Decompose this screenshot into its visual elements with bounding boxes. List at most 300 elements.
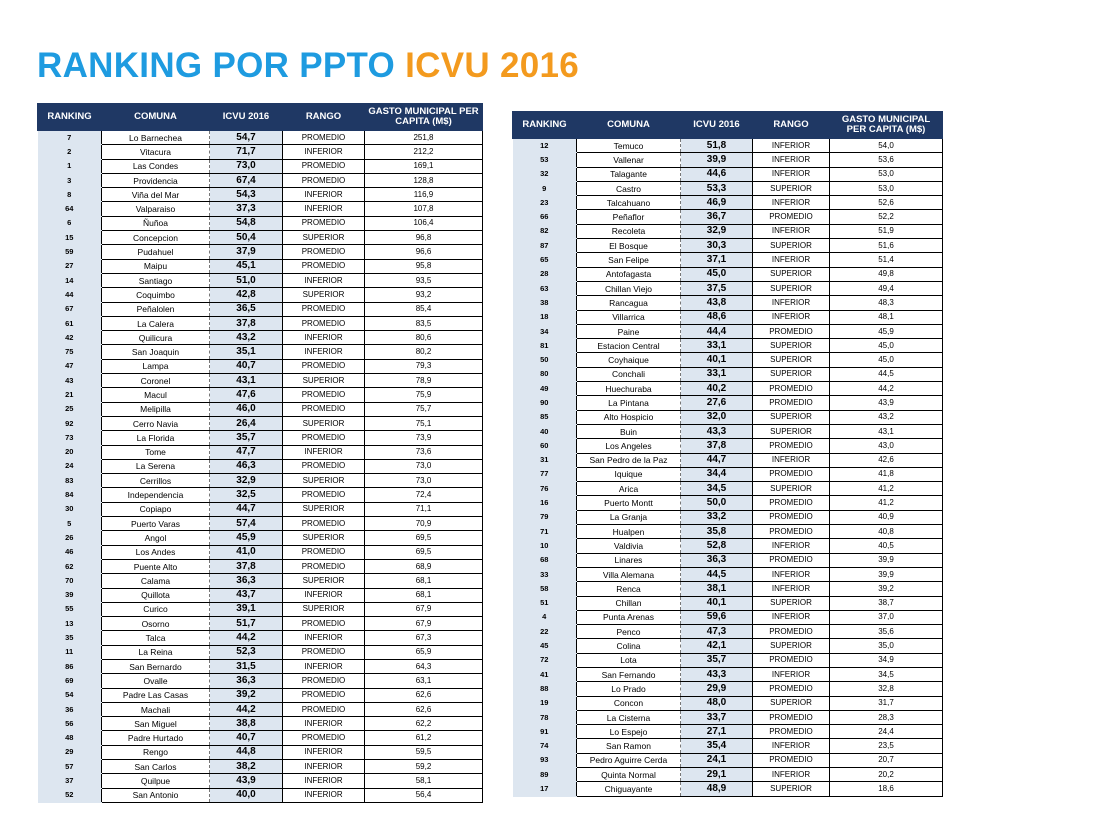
icvu-cell: 45,0: [681, 267, 753, 281]
ranking-cell: 45: [513, 639, 577, 653]
gasto-cell: 71,1: [365, 502, 483, 516]
table-row: [513, 553, 943, 567]
rango-cell: SUPERIOR: [753, 267, 830, 281]
comuna-cell: Talca: [102, 631, 210, 645]
rango-cell: PROMEDIO: [753, 510, 830, 524]
gasto-cell: 69,5: [365, 545, 483, 559]
comuna-cell: Ovalle: [102, 674, 210, 688]
comuna-cell: Chillan: [577, 596, 681, 610]
table-row: [513, 582, 943, 596]
gasto-cell: 73,9: [365, 431, 483, 445]
comuna-cell: Hualpen: [577, 525, 681, 539]
gasto-cell: 68,9: [365, 559, 483, 573]
rango-cell: INFERIOR: [753, 768, 830, 782]
gasto-cell: 72,4: [365, 488, 483, 502]
rango-cell: SUPERIOR: [753, 181, 830, 195]
icvu-cell: 38,8: [210, 717, 283, 731]
comuna-cell: Conchali: [577, 367, 681, 381]
gasto-cell: 69,5: [365, 531, 483, 545]
icvu-cell: 43,8: [681, 296, 753, 310]
comuna-cell: Quilpue: [102, 774, 210, 788]
ranking-cell: 92: [38, 416, 102, 430]
ranking-cell: 67: [38, 302, 102, 316]
table-row: [38, 431, 483, 445]
ranking-cell: 61: [38, 316, 102, 330]
table-header-row: [38, 104, 483, 131]
comuna-cell: Colina: [577, 639, 681, 653]
ranking-cell: 54: [38, 688, 102, 702]
gasto-cell: 35,0: [830, 639, 943, 653]
table-row: [513, 496, 943, 510]
icvu-cell: 47,3: [681, 625, 753, 639]
ranking-table-left: [37, 103, 483, 803]
table-row: [38, 302, 483, 316]
table-row: [513, 467, 943, 481]
ranking-cell: 6: [38, 216, 102, 230]
ranking-cell: 50: [513, 353, 577, 367]
table-row: [38, 202, 483, 216]
ranking-cell: 23: [513, 196, 577, 210]
comuna-cell: Villarrica: [577, 310, 681, 324]
comuna-cell: Punta Arenas: [577, 610, 681, 624]
icvu-cell: 36,3: [210, 574, 283, 588]
gasto-cell: 67,9: [365, 602, 483, 616]
comuna-cell: Castro: [577, 181, 681, 195]
icvu-cell: 44,8: [210, 745, 283, 759]
ranking-cell: 30: [38, 502, 102, 516]
table-row: [38, 159, 483, 173]
rango-cell: PROMEDIO: [283, 302, 365, 316]
ranking-cell: 65: [513, 253, 577, 267]
gasto-cell: 80,6: [365, 331, 483, 345]
icvu-cell: 43,2: [210, 331, 283, 345]
comuna-cell: Melipilla: [102, 402, 210, 416]
rango-cell: SUPERIOR: [753, 782, 830, 796]
gasto-cell: 59,5: [365, 745, 483, 759]
ranking-cell: 49: [513, 382, 577, 396]
icvu-cell: 38,1: [681, 582, 753, 596]
icvu-cell: 38,2: [210, 760, 283, 774]
table-row: [513, 181, 943, 195]
rango-cell: PROMEDIO: [283, 173, 365, 187]
gasto-cell: 51,4: [830, 253, 943, 267]
rango-cell: PROMEDIO: [283, 402, 365, 416]
ranking-cell: 59: [38, 245, 102, 259]
rango-cell: INFERIOR: [283, 588, 365, 602]
ranking-cell: 84: [38, 488, 102, 502]
comuna-cell: Villa Alemana: [577, 567, 681, 581]
comuna-cell: Calama: [102, 574, 210, 588]
rango-cell: SUPERIOR: [753, 281, 830, 295]
comuna-cell: Estacion Central: [577, 339, 681, 353]
gasto-cell: 40,8: [830, 525, 943, 539]
gasto-cell: 62,2: [365, 717, 483, 731]
ranking-cell: 89: [513, 768, 577, 782]
gasto-cell: 40,5: [830, 539, 943, 553]
ranking-cell: 10: [513, 539, 577, 553]
rango-cell: PROMEDIO: [283, 545, 365, 559]
ranking-cell: 44: [38, 288, 102, 302]
comuna-cell: Curico: [102, 602, 210, 616]
rango-cell: INFERIOR: [283, 273, 365, 287]
title-part-ranking: RANKING POR PPTO: [37, 46, 396, 85]
ranking-cell: 14: [38, 273, 102, 287]
rango-cell: PROMEDIO: [753, 653, 830, 667]
table-row: [513, 153, 943, 167]
ranking-cell: 17: [513, 782, 577, 796]
icvu-cell: 37,5: [681, 281, 753, 295]
rango-cell: INFERIOR: [753, 567, 830, 581]
ranking-cell: 69: [38, 674, 102, 688]
gasto-cell: 51,9: [830, 224, 943, 238]
comuna-cell: Buin: [577, 424, 681, 438]
rango-cell: INFERIOR: [753, 739, 830, 753]
rango-cell: PROMEDIO: [283, 216, 365, 230]
icvu-cell: 57,4: [210, 517, 283, 531]
icvu-cell: 54,8: [210, 216, 283, 230]
gasto-cell: 63,1: [365, 674, 483, 688]
gasto-cell: 48,1: [830, 310, 943, 324]
ranking-cell: 5: [38, 517, 102, 531]
gasto-cell: 43,9: [830, 396, 943, 410]
table-row: [38, 602, 483, 616]
icvu-cell: 40,7: [210, 359, 283, 373]
header-comuna: COMUNA: [102, 104, 210, 131]
rango-cell: PROMEDIO: [283, 517, 365, 531]
table-row: [38, 259, 483, 273]
gasto-cell: 18,6: [830, 782, 943, 796]
icvu-cell: 37,1: [681, 253, 753, 267]
rango-cell: PROMEDIO: [283, 674, 365, 688]
rango-cell: SUPERIOR: [753, 424, 830, 438]
gasto-cell: 79,3: [365, 359, 483, 373]
icvu-cell: 36,5: [210, 302, 283, 316]
gasto-cell: 28,3: [830, 710, 943, 724]
table-row: [38, 531, 483, 545]
table-row: [513, 239, 943, 253]
gasto-cell: 64,3: [365, 659, 483, 673]
ranking-cell: 70: [38, 574, 102, 588]
comuna-cell: Renca: [577, 582, 681, 596]
comuna-cell: Arica: [577, 482, 681, 496]
table-row: [513, 639, 943, 653]
ranking-cell: 18: [513, 310, 577, 324]
ranking-cell: 33: [513, 567, 577, 581]
rango-cell: SUPERIOR: [753, 239, 830, 253]
gasto-cell: 20,2: [830, 768, 943, 782]
table-row: [38, 574, 483, 588]
rango-cell: PROMEDIO: [753, 324, 830, 338]
table-row: [513, 782, 943, 796]
rango-cell: INFERIOR: [753, 453, 830, 467]
header-ranking: RANKING: [513, 112, 577, 139]
table-row: [38, 216, 483, 230]
ranking-cell: 66: [513, 210, 577, 224]
comuna-cell: Valparaiso: [102, 202, 210, 216]
table-row: [513, 410, 943, 424]
table-row: [513, 439, 943, 453]
comuna-cell: Penco: [577, 625, 681, 639]
icvu-cell: 51,7: [210, 617, 283, 631]
icvu-cell: 37,8: [210, 316, 283, 330]
ranking-cell: 85: [513, 410, 577, 424]
ranking-cell: 57: [38, 760, 102, 774]
table-row: [38, 131, 483, 145]
gasto-cell: 34,9: [830, 653, 943, 667]
rango-cell: PROMEDIO: [753, 467, 830, 481]
gasto-cell: 212,2: [365, 145, 483, 159]
icvu-cell: 52,3: [210, 645, 283, 659]
table-row: [513, 667, 943, 681]
table-row: [513, 525, 943, 539]
ranking-cell: 42: [38, 331, 102, 345]
gasto-cell: 106,4: [365, 216, 483, 230]
ranking-cell: 4: [513, 610, 577, 624]
ranking-cell: 34: [513, 324, 577, 338]
icvu-cell: 39,9: [681, 153, 753, 167]
comuna-cell: Talagante: [577, 167, 681, 181]
gasto-cell: 42,6: [830, 453, 943, 467]
ranking-cell: 55: [38, 602, 102, 616]
gasto-cell: 53,6: [830, 153, 943, 167]
table-row: [38, 617, 483, 631]
comuna-cell: San Antonio: [102, 788, 210, 802]
comuna-cell: Lo Prado: [577, 682, 681, 696]
comuna-cell: La Cisterna: [577, 710, 681, 724]
gasto-cell: 78,9: [365, 374, 483, 388]
ranking-cell: 81: [513, 339, 577, 353]
icvu-cell: 35,7: [681, 653, 753, 667]
gasto-cell: 23,5: [830, 739, 943, 753]
gasto-cell: 32,8: [830, 682, 943, 696]
icvu-cell: 24,1: [681, 753, 753, 767]
rango-cell: INFERIOR: [753, 253, 830, 267]
rango-cell: PROMEDIO: [753, 396, 830, 410]
gasto-cell: 49,8: [830, 267, 943, 281]
ranking-cell: 64: [38, 202, 102, 216]
ranking-cell: 86: [38, 659, 102, 673]
comuna-cell: La Granja: [577, 510, 681, 524]
comuna-cell: Machali: [102, 702, 210, 716]
table-row: [38, 445, 483, 459]
ranking-cell: 37: [38, 774, 102, 788]
comuna-cell: Las Condes: [102, 159, 210, 173]
rango-cell: PROMEDIO: [283, 131, 365, 145]
ranking-cell: 7: [38, 131, 102, 145]
comuna-cell: Chillan Viejo: [577, 281, 681, 295]
table-row: [513, 710, 943, 724]
icvu-cell: 43,9: [210, 774, 283, 788]
rango-cell: SUPERIOR: [283, 374, 365, 388]
comuna-cell: Cerrillos: [102, 474, 210, 488]
gasto-cell: 93,5: [365, 273, 483, 287]
icvu-cell: 39,1: [210, 602, 283, 616]
comuna-cell: Quinta Normal: [577, 768, 681, 782]
table-row: [38, 245, 483, 259]
table-row: [513, 696, 943, 710]
gasto-cell: 44,2: [830, 382, 943, 396]
table-row: [513, 768, 943, 782]
gasto-cell: 49,4: [830, 281, 943, 295]
comuna-cell: Padre Las Casas: [102, 688, 210, 702]
ranking-cell: 35: [38, 631, 102, 645]
header-gasto: GASTO MUNICIPAL PER CAPITA (M$): [365, 104, 483, 131]
comuna-cell: Temuco: [577, 139, 681, 153]
gasto-cell: 65,9: [365, 645, 483, 659]
table-row: [513, 610, 943, 624]
icvu-cell: 45,1: [210, 259, 283, 273]
rango-cell: SUPERIOR: [753, 367, 830, 381]
comuna-cell: Quilicura: [102, 331, 210, 345]
gasto-cell: 96,6: [365, 245, 483, 259]
comuna-cell: Puente Alto: [102, 559, 210, 573]
comuna-cell: Lota: [577, 653, 681, 667]
ranking-cell: 25: [38, 402, 102, 416]
ranking-cell: 88: [513, 682, 577, 696]
icvu-cell: 67,4: [210, 173, 283, 187]
table-row: [513, 510, 943, 524]
rango-cell: INFERIOR: [283, 745, 365, 759]
rango-cell: INFERIOR: [283, 188, 365, 202]
rango-cell: INFERIOR: [753, 610, 830, 624]
table-row: [38, 517, 483, 531]
ranking-cell: 72: [513, 653, 577, 667]
rango-cell: PROMEDIO: [283, 645, 365, 659]
gasto-cell: 41,8: [830, 467, 943, 481]
comuna-cell: Talcahuano: [577, 196, 681, 210]
comuna-cell: Coquimbo: [102, 288, 210, 302]
ranking-cell: 48: [38, 731, 102, 745]
ranking-cell: 21: [38, 388, 102, 402]
icvu-cell: 42,1: [681, 639, 753, 653]
table-row: [513, 396, 943, 410]
icvu-cell: 59,6: [681, 610, 753, 624]
comuna-cell: Los Angeles: [577, 439, 681, 453]
table-row: [38, 273, 483, 287]
icvu-cell: 27,6: [681, 396, 753, 410]
ranking-cell: 26: [38, 531, 102, 545]
comuna-cell: Quillota: [102, 588, 210, 602]
ranking-cell: 62: [38, 559, 102, 573]
comuna-cell: Peñalolen: [102, 302, 210, 316]
ranking-cell: 13: [38, 617, 102, 631]
comuna-cell: Padre Hurtado: [102, 731, 210, 745]
comuna-cell: La Serena: [102, 459, 210, 473]
table-body-left: [38, 131, 483, 803]
comuna-cell: Copiapo: [102, 502, 210, 516]
ranking-cell: 11: [38, 645, 102, 659]
table-row: [38, 173, 483, 187]
ranking-cell: 41: [513, 667, 577, 681]
gasto-cell: 62,6: [365, 688, 483, 702]
gasto-cell: 31,7: [830, 696, 943, 710]
ranking-cell: 74: [513, 739, 577, 753]
gasto-cell: 251,8: [365, 131, 483, 145]
table-row: [38, 745, 483, 759]
gasto-cell: 93,2: [365, 288, 483, 302]
ranking-cell: 40: [513, 424, 577, 438]
table-row: [513, 324, 943, 338]
table-row: [38, 402, 483, 416]
comuna-cell: Lo Barnechea: [102, 131, 210, 145]
gasto-cell: 85,4: [365, 302, 483, 316]
icvu-cell: 52,8: [681, 539, 753, 553]
table-row: [38, 674, 483, 688]
comuna-cell: La Reina: [102, 645, 210, 659]
table-row: [513, 653, 943, 667]
gasto-cell: 95,8: [365, 259, 483, 273]
table-row: [38, 459, 483, 473]
table-row: [513, 567, 943, 581]
icvu-cell: 40,2: [681, 382, 753, 396]
ranking-cell: 56: [38, 717, 102, 731]
gasto-cell: 37,0: [830, 610, 943, 624]
ranking-cell: 73: [38, 431, 102, 445]
ranking-cell: 47: [38, 359, 102, 373]
icvu-cell: 44,4: [681, 324, 753, 338]
ranking-cell: 77: [513, 467, 577, 481]
rango-cell: PROMEDIO: [753, 625, 830, 639]
table-row: [513, 210, 943, 224]
comuna-cell: San Bernardo: [102, 659, 210, 673]
table-row: [513, 196, 943, 210]
gasto-cell: 45,9: [830, 324, 943, 338]
icvu-cell: 32,9: [681, 224, 753, 238]
ranking-cell: 39: [38, 588, 102, 602]
gasto-cell: 48,3: [830, 296, 943, 310]
rango-cell: SUPERIOR: [753, 353, 830, 367]
comuna-cell: Rengo: [102, 745, 210, 759]
table-row: [513, 339, 943, 353]
gasto-cell: 43,1: [830, 424, 943, 438]
gasto-cell: 43,2: [830, 410, 943, 424]
rango-cell: PROMEDIO: [753, 553, 830, 567]
comuna-cell: Huechuraba: [577, 382, 681, 396]
gasto-cell: 128,8: [365, 173, 483, 187]
ranking-cell: 63: [513, 281, 577, 295]
icvu-cell: 53,3: [681, 181, 753, 195]
gasto-cell: 169,1: [365, 159, 483, 173]
rango-cell: PROMEDIO: [283, 388, 365, 402]
gasto-cell: 116,9: [365, 188, 483, 202]
icvu-cell: 35,4: [681, 739, 753, 753]
gasto-cell: 38,7: [830, 596, 943, 610]
ranking-cell: 12: [513, 139, 577, 153]
gasto-cell: 52,2: [830, 210, 943, 224]
table-row: [513, 682, 943, 696]
table-row: [513, 310, 943, 324]
comuna-cell: Providencia: [102, 173, 210, 187]
comuna-cell: Osorno: [102, 617, 210, 631]
ranking-cell: 60: [513, 439, 577, 453]
ranking-cell: 58: [513, 582, 577, 596]
rango-cell: PROMEDIO: [753, 439, 830, 453]
gasto-cell: 40,9: [830, 510, 943, 524]
icvu-cell: 35,8: [681, 525, 753, 539]
icvu-cell: 51,8: [681, 139, 753, 153]
gasto-cell: 75,7: [365, 402, 483, 416]
ranking-cell: 1: [38, 159, 102, 173]
table-row: [38, 231, 483, 245]
table-row: [513, 353, 943, 367]
table-row: [513, 267, 943, 281]
header-gasto: GASTO MUNICIPAL PER CAPITA (M$): [830, 112, 943, 139]
icvu-cell: 46,3: [210, 459, 283, 473]
table-row: [513, 224, 943, 238]
icvu-cell: 37,8: [681, 439, 753, 453]
gasto-cell: 53,0: [830, 181, 943, 195]
comuna-cell: Recoleta: [577, 224, 681, 238]
